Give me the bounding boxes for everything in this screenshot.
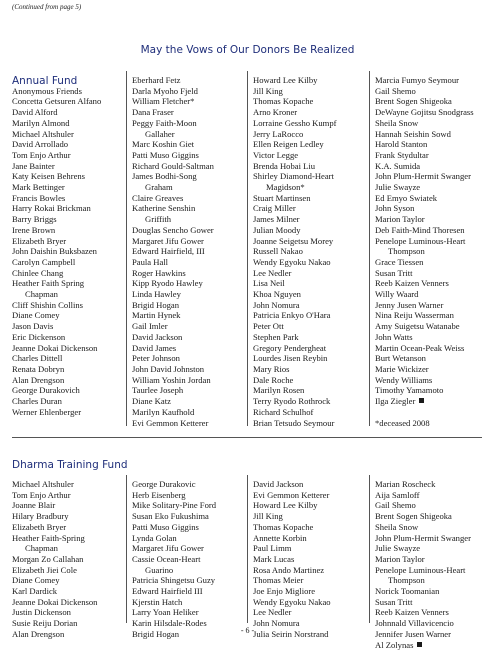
donor-name: Evi Gemmon Ketterer: [253, 489, 330, 500]
donor-name: Julian Moody: [253, 224, 301, 235]
donor-name: Gail Shemo: [375, 85, 416, 96]
donor-name: Alan Drengson: [12, 628, 65, 639]
column-divider: [126, 71, 127, 426]
donor-name: Mary Rios: [253, 363, 290, 374]
donor-name: Diane Katz: [132, 396, 171, 407]
donor-name: Chinlee Chang: [12, 267, 64, 278]
donor-name: Terry Ryodo Rothrock: [253, 396, 331, 407]
donor-name: Marion Taylor: [375, 553, 425, 564]
donor-name: Wendy Egyoku Nakao: [253, 256, 331, 267]
page-title: May the Vows of Our Donors Be Realized: [140, 44, 355, 56]
donor-name: Anonymous Friends: [12, 85, 82, 96]
donor-name: Edward Hairfield III: [132, 586, 203, 597]
donor-name: George Durakovic: [132, 479, 196, 489]
donor-name: Werner Ehlenberger: [12, 406, 82, 417]
donor-name: Magidson*: [266, 182, 305, 193]
donor-name: Russell Nakao: [253, 246, 303, 257]
donor-name: Victor Legge: [253, 149, 299, 160]
donor-name: Tom Enjo Arthur: [12, 149, 71, 160]
page-number: - 6 -: [240, 626, 255, 635]
donor-name: Hilary Bradbury: [12, 511, 69, 522]
donor-name: Ilga Ziegler: [375, 396, 474, 407]
donor-name: Concetta Getsuren Alfano: [12, 96, 102, 107]
donor-name: Lee Nedler: [253, 267, 292, 278]
donor-name: Gail Imler: [132, 321, 168, 332]
donor-name: Richard Gould-Saltman: [132, 160, 214, 171]
donor-name: Reeb Kaizen Venners: [375, 278, 449, 289]
donor-name: Burt Wetanson: [375, 353, 426, 364]
donor-name: Charles Dittell: [12, 353, 63, 364]
donor-name: Herb Eisenberg: [132, 489, 186, 500]
donor-name: Brenda Hobai Liu: [253, 160, 316, 171]
donor-name: Brigid Hogan: [132, 299, 180, 310]
donor-name: Timothy Yamamoto: [375, 385, 444, 396]
donor-name: John Watts: [375, 331, 413, 342]
annual-fund-col-2: [132, 75, 214, 428]
donor-name: Brent Sogen Shigeoka: [375, 96, 452, 107]
donor-name: George Durakovich: [12, 385, 80, 396]
donor-name: Peggy Faith-Moon: [132, 117, 197, 128]
donor-name: Marian Roscheck: [375, 479, 436, 489]
donor-name: Kjerstin Hatch: [132, 596, 183, 607]
donor-name: Lorraine Gessho Kumpf: [253, 117, 337, 128]
donor-name: Peter Johnson: [132, 353, 180, 364]
donor-name: DeWayne Gojitsu Snodgrass: [375, 107, 474, 118]
donor-name: Khoa Nguyen: [253, 289, 301, 300]
donor-name: Lynda Golan: [132, 532, 177, 543]
donor-name: Justin Dickenson: [12, 607, 71, 618]
donor-name: Taurlee Joseph: [132, 385, 184, 396]
donor-name: Howard Lee Kilby: [253, 75, 318, 85]
donor-name: Thompson: [388, 575, 425, 586]
donor-name: Norick Toomanian: [375, 586, 440, 597]
donor-name: Francis Bowles: [12, 192, 66, 203]
donor-name: Lee Nedler: [253, 607, 292, 618]
column-divider: [369, 71, 370, 426]
donor-name: Cliff Shishin Collins: [12, 299, 83, 310]
column-divider: [126, 475, 127, 623]
donor-name: Marc Koshin Giet: [132, 139, 195, 150]
donor-name: Hannah Seishin Sowd: [375, 128, 451, 139]
donor-name: Jennifer Jusen Warner: [375, 628, 451, 639]
donor-name: *deceased 2008: [375, 417, 430, 428]
donor-name: John Daishin Buksbazen: [12, 246, 97, 257]
donor-name: Harold Stanton: [375, 139, 428, 150]
donor-name: Thomas Kopache: [253, 96, 314, 107]
donor-name: Cassie Ocean-Heart: [132, 553, 201, 564]
donor-name: Stephen Park: [253, 331, 299, 342]
donor-name: Jeanne Dokai Dickenson: [12, 342, 98, 353]
donor-name: Deb Faith-Mind Thoresen: [375, 224, 465, 235]
donor-name: James Milner: [253, 214, 300, 225]
donor-name: Reeb Kaizen Venners: [375, 607, 449, 618]
donor-name: John Syson: [375, 203, 415, 214]
dharma-fund-heading: Dharma Training Fund: [12, 459, 128, 471]
column-divider: [247, 71, 248, 426]
donor-name: Edward Hairfield, III: [132, 246, 205, 257]
continued-note: (Continued from page 5): [12, 3, 82, 11]
donor-name: Craig Miller: [253, 203, 296, 214]
donor-name: John Nomura: [253, 618, 300, 629]
donor-name: Harry Rokai Brickman: [12, 203, 91, 214]
donor-name: Graham: [145, 182, 173, 193]
donor-name: Renata Dobryn: [12, 363, 65, 374]
donor-name: Elizabeth Jiei Cole: [12, 564, 77, 575]
donor-name: [12, 75, 101, 86]
donor-name: Katherine Senshin: [132, 203, 196, 214]
donor-name: Amy Suigetsu Watanabe: [375, 321, 460, 332]
donor-name: Roger Hawkins: [132, 267, 186, 278]
end-square-icon: [419, 398, 424, 403]
donor-name: Guarino: [145, 564, 174, 575]
donor-name: David Arrollado: [12, 139, 69, 150]
donor-name: Jane Bainter: [12, 160, 55, 171]
donor-name: Marilyn Almond: [12, 117, 70, 128]
donor-name: Sheila Snow: [375, 521, 419, 532]
donor-name: Joe Enjo Migliore: [253, 586, 316, 597]
donor-name: Susan Tritt: [375, 267, 413, 278]
donor-name: John Plum-Hermit Swanger: [375, 171, 471, 182]
donor-name: Marilyn Kaufhold: [132, 406, 195, 417]
donor-name: John Plum-Hermit Swanger: [375, 532, 471, 543]
donor-name: Thomas Kopache: [253, 521, 314, 532]
dharma-fund-col-1: [12, 479, 97, 640]
donor-name: Marie Wickizer: [375, 363, 429, 374]
donor-name: William Fletcher*: [132, 96, 195, 107]
donor-name: Elizabeth Bryer: [12, 521, 67, 532]
donor-name: William Yoshin Jordan: [132, 374, 211, 385]
donor-name: Marcia Fumyo Seymour: [375, 75, 460, 85]
dharma-fund-col-3: [253, 479, 331, 640]
donor-name: John Nomura: [253, 299, 300, 310]
donor-name: Julie Swayze: [375, 182, 421, 193]
donor-name: Alan Drengson: [12, 374, 65, 385]
donor-name: Paul Limm: [253, 543, 292, 554]
donor-name: Patti Muso Giggins: [132, 521, 199, 532]
donor-name: Peter Ott: [253, 321, 284, 332]
donor-name: Mark Bettinger: [12, 182, 65, 193]
donor-name: Linda Hawley: [132, 289, 181, 300]
donor-name: Brent Sogen Shigeoka: [375, 511, 452, 522]
donor-name: Mark Lucas: [253, 553, 295, 564]
donor-name: Lourdes Jisen Reybin: [253, 353, 328, 364]
donor-name: David James: [132, 342, 177, 353]
donor-name: Dale Roche: [253, 374, 294, 385]
donor-name: Stuart Martinsen: [253, 192, 311, 203]
donor-name: Michael Altshuler: [12, 128, 74, 139]
donor-name: Diane Comey: [12, 575, 60, 586]
donor-name: Howard Lee Kilby: [253, 500, 318, 511]
donor-name: Carolyn Campbell: [12, 256, 76, 267]
donor-name: Mike Solitary-Pine Ford: [132, 500, 217, 511]
donor-name: Claire Greaves: [132, 192, 184, 203]
donor-name: Katy Keisen Behrens: [12, 171, 86, 182]
donor-name: Grace Tiessen: [375, 256, 424, 267]
donor-name: Gregory Pendergheat: [253, 342, 327, 353]
donor-name: Brian Tetsudo Seymour: [253, 417, 335, 428]
annual-fund-col-1: [12, 75, 101, 418]
donor-name: Wendy Egyoku Nakao: [253, 596, 331, 607]
donor-name: Heather Faith Spring: [12, 278, 85, 289]
donor-name: James Bodhi-Song: [132, 171, 197, 182]
donor-name: Paula Hall: [132, 256, 169, 267]
donor-name: Marilyn Rosen: [253, 385, 305, 396]
donor-name: Frank Stydultar: [375, 149, 429, 160]
donor-name: Julie Swayze: [375, 543, 421, 554]
donor-name: Thompson: [388, 246, 425, 257]
donor-name: Martin Ocean-Peak Weiss: [375, 342, 465, 353]
donor-name: Heather Faith-Spring: [12, 532, 85, 543]
donor-name: Johnnald Villavicencio: [375, 618, 454, 629]
donor-name: Aija Samloff: [375, 489, 420, 500]
donor-name: Karl Dardick: [12, 586, 58, 597]
donor-name: Jason Davis: [12, 321, 54, 332]
donor-name: Shirley Diamond-Heart: [253, 171, 334, 182]
donor-name: Wendy Williams: [375, 374, 433, 385]
column-divider: [369, 475, 370, 623]
donor-name: Darla Myoho Fjeld: [132, 85, 198, 96]
donor-name: Brigid Hogan: [132, 628, 180, 639]
dharma-fund-col-2: [132, 479, 216, 640]
donor-name: Martin Hynek: [132, 310, 181, 321]
donor-name: Thomas Meier: [253, 575, 304, 586]
donor-name: Lisa Neil: [253, 278, 285, 289]
donor-name: John David Johnston: [132, 363, 205, 374]
donor-name: Eric Dickenson: [12, 331, 66, 342]
donor-name: Rosa Ando Martinez: [253, 564, 325, 575]
donor-name: Diane Comey: [12, 310, 60, 321]
donor-name: Willy Waard: [375, 289, 419, 300]
donor-name: Marion Taylor: [375, 214, 425, 225]
annual-fund-col-3: [253, 75, 337, 428]
donor-name: Elizabeth Bryer: [12, 235, 67, 246]
donor-name: Jill King: [253, 85, 283, 96]
donor-name: Kipp Ryodo Hawley: [132, 278, 203, 289]
donor-name: Penelope Luminous-Heart: [375, 235, 466, 246]
donor-name: Douglas Sencho Gower: [132, 224, 214, 235]
donor-name: Joanne Blair: [12, 500, 56, 511]
donor-name: Susan Eko Fukushima: [132, 511, 209, 522]
donor-name: Patricia Shingetsu Guzy: [132, 575, 216, 586]
donor-name: David Jackson: [253, 479, 304, 489]
donor-name: Jerry LaRocco: [253, 128, 304, 139]
donor-name: Joanne Seigetsu Morey: [253, 235, 334, 246]
donor-name: Jenny Jusen Warner: [375, 299, 444, 310]
donor-name: Margaret Jifu Gower: [132, 235, 204, 246]
donor-name: Griffith: [145, 214, 172, 225]
donor-name: Jeanne Dokai Dickenson: [12, 596, 98, 607]
donor-name: Dana Fraser: [132, 107, 174, 118]
donor-name: Richard Schulhof: [253, 406, 314, 417]
donor-name: Arno Kroner: [253, 107, 298, 118]
donor-name: Tom Enjo Arthur: [12, 489, 71, 500]
dharma-fund-col-4: [375, 479, 471, 650]
annual-fund-col-4: [375, 75, 474, 428]
donor-name: Julia Seirin Norstrand: [253, 628, 329, 639]
donor-name: Irene Brown: [12, 224, 56, 235]
donor-name: Eberhard Fetz: [132, 75, 181, 85]
donor-name: Chapman: [25, 543, 58, 554]
donor-name: Gail Shemo: [375, 500, 416, 511]
donor-name: [375, 407, 474, 418]
donor-name: Patricia Enkyo O'Hara: [253, 310, 331, 321]
donor-name: Larry Yoan Heliker: [132, 607, 199, 618]
donor-name: Sheila Snow: [375, 117, 419, 128]
donor-name: Jill King: [253, 511, 283, 522]
donor-name: Susan Tritt: [375, 596, 413, 607]
donor-name: Annette Korbin: [253, 532, 307, 543]
donor-name: Karin Hilsdale-Rodes: [132, 618, 207, 629]
donor-name: David Jackson: [132, 331, 183, 342]
donor-name: Chapman: [25, 289, 58, 300]
donor-name: K.A. Sumida: [375, 160, 421, 171]
donor-name: Morgan Zo Callahan: [12, 553, 84, 564]
section-divider: [12, 437, 482, 438]
donor-name: David Alford: [12, 107, 58, 118]
donor-name: Ed Emyo Swiatek: [375, 192, 438, 203]
annual-fund-heading: Annual Fund: [12, 75, 78, 87]
donor-name: Barry Briggs: [12, 214, 57, 225]
donor-name: Evi Gemmon Ketterer: [132, 417, 209, 428]
column-divider: [247, 475, 248, 623]
donor-name: Nina Reiju Wasserman: [375, 310, 454, 321]
donor-name: Charles Duran: [12, 396, 62, 407]
donor-name: Patti Muso Giggins: [132, 149, 199, 160]
end-square-icon: [417, 642, 422, 647]
donor-name: Ellen Reigen Ledley: [253, 139, 324, 150]
donor-name: Gallaher: [145, 128, 175, 139]
donor-name: Penelope Luminous-Heart: [375, 564, 466, 575]
donor-name: Margaret Jifu Gower: [132, 543, 204, 554]
donor-name: Al Zolynas: [375, 640, 471, 650]
donor-name: Susie Reiju Dorian: [12, 618, 78, 629]
donor-name: Michael Altshuler: [12, 479, 74, 489]
